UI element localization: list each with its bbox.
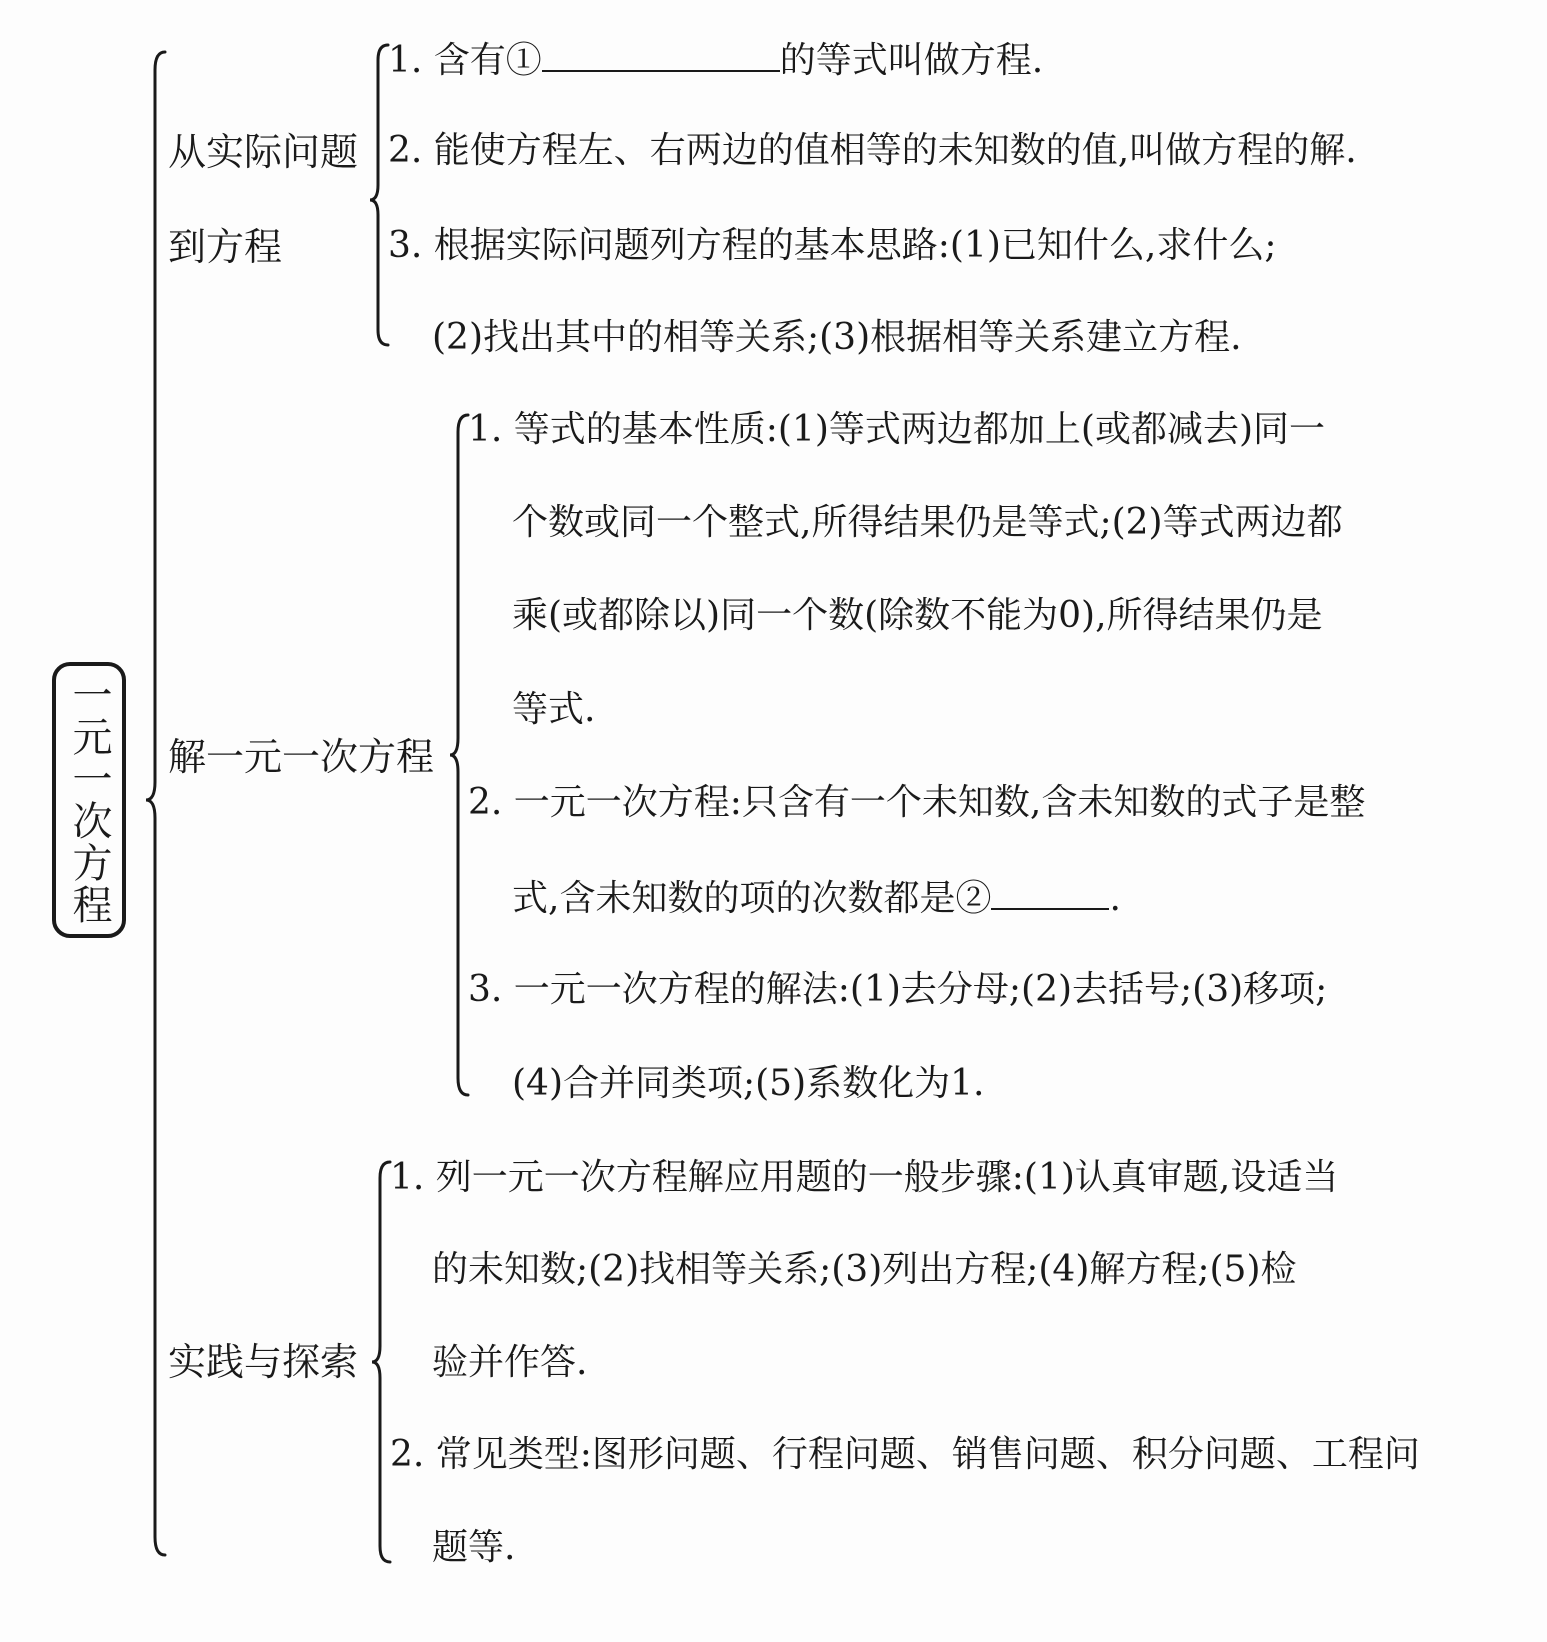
section1-line-1-post: 的等式叫做方程. — [779, 40, 1044, 81]
section3-label: 实践与探索 — [168, 1340, 359, 1384]
section2-line-8: (4)合并同类项;(5)系数化为1. — [512, 1063, 985, 1104]
section2-label: 解一元一次方程 — [168, 735, 435, 779]
section2-line-3: 乘(或都除以)同一个数(除数不能为0),所得结果仍是 — [512, 595, 1323, 636]
fill-blank-2 — [991, 878, 1109, 910]
topic-title-box — [52, 662, 126, 938]
section1-brace — [370, 45, 388, 345]
section1-line-4: (2)找出其中的相等关系;(3)根据相等关系建立方程. — [432, 317, 1242, 358]
section2-line-6 — [512, 878, 1121, 917]
section3-line-4: 2. 常见类型:图形问题、行程问题、销售问题、积分问题、工程问 — [390, 1434, 1420, 1475]
section2-line-1: 1. 等式的基本性质:(1)等式两边都加上(或都减去)同一 — [468, 409, 1326, 450]
section1-label-line2: 到方程 — [168, 225, 283, 269]
section3-line-3: 验并作答. — [432, 1342, 588, 1383]
section2-line-7: 3. 一元一次方程的解法:(1)去分母;(2)去括号;(3)移项; — [468, 969, 1328, 1010]
section2-line-4: 等式. — [512, 689, 596, 730]
section1-label-line1: 从实际问题 — [168, 130, 359, 174]
section2-line-5: 2. 一元一次方程:只含有一个未知数,含未知数的式子是整 — [468, 782, 1366, 823]
section1-line-1-pre: 1. 含有① — [388, 40, 542, 81]
section3-line-2: 的未知数;(2)找相等关系;(3)列出方程;(4)解方程;(5)检 — [432, 1249, 1297, 1290]
section2-line-2: 个数或同一个整式,所得结果仍是等式;(2)等式两边都 — [512, 502, 1343, 543]
outer-brace — [146, 52, 165, 1555]
section1-line-2: 2. 能使方程左、右两边的值相等的未知数的值,叫做方程的解. — [388, 130, 1357, 171]
section3-line-5: 题等. — [432, 1527, 516, 1568]
section2-brace — [450, 415, 468, 1095]
topic-title: 一元一次方程 — [66, 674, 112, 926]
section3-line-1: 1. 列一元一次方程解应用题的一般步骤:(1)认真审题,设适当 — [390, 1157, 1339, 1198]
section2-line-6-pre: 式,含未知数的项的次数都是② — [512, 878, 992, 919]
section2-line-6-post: . — [1109, 878, 1121, 919]
section3-brace — [372, 1162, 390, 1562]
fill-blank-1 — [542, 40, 780, 72]
section1-line-3: 3. 根据实际问题列方程的基本思路:(1)已知什么,求什么; — [388, 225, 1277, 266]
section1-line-1 — [388, 40, 1043, 79]
